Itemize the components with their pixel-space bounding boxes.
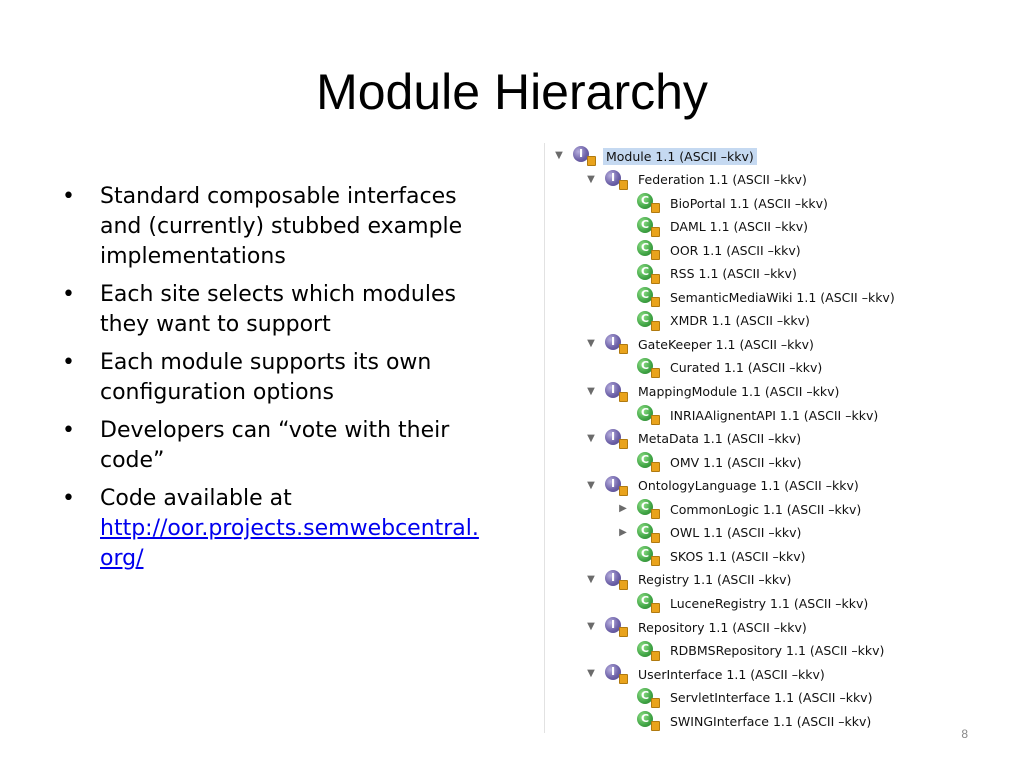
- tree-node-label: MappingModule 1.1 (ASCII –kkv): [638, 384, 840, 399]
- class-badge-icon: C: [637, 311, 653, 327]
- lock-badge-icon: [651, 698, 660, 708]
- class-icon: [637, 545, 663, 567]
- tree-node[interactable]: [617, 451, 804, 473]
- tree-node[interactable]: [617, 310, 813, 332]
- bullet-text: Code available at: [100, 486, 292, 511]
- class-icon: [637, 263, 663, 285]
- tree-node[interactable]: [585, 381, 842, 403]
- lock-badge-icon: [651, 321, 660, 331]
- tree-node[interactable]: [585, 333, 817, 355]
- tree-node[interactable]: [617, 239, 804, 261]
- interface-icon: [605, 663, 631, 685]
- expand-arrow-icon[interactable]: ▼: [587, 173, 595, 185]
- tree-node[interactable]: [585, 569, 794, 591]
- class-badge-icon: C: [637, 499, 653, 515]
- interface-badge-icon: I: [605, 334, 621, 350]
- tree-node-label: OntologyLanguage 1.1 (ASCII –kkv): [638, 478, 859, 494]
- lock-badge-icon: [651, 250, 660, 260]
- interface-icon: [605, 616, 631, 638]
- bullet-list: [62, 182, 492, 582]
- interface-badge-icon: I: [605, 617, 621, 633]
- tree-node[interactable]: [585, 428, 804, 450]
- tree-node-label: SWINGInterface 1.1 (ASCII –kkv): [670, 713, 872, 729]
- interface-badge-icon: I: [605, 476, 621, 492]
- expand-arrow-icon[interactable]: ▼: [587, 432, 595, 444]
- bullet-dot-icon: •: [62, 418, 75, 443]
- interface-icon: [605, 428, 631, 450]
- interface-badge-icon: I: [605, 429, 621, 445]
- tree-node[interactable]: [585, 475, 862, 497]
- class-badge-icon: C: [637, 264, 653, 280]
- tree-node-label: CommonLogic 1.1 (ASCII –kkv): [670, 501, 862, 517]
- class-badge-icon: C: [637, 688, 653, 704]
- bullet-text: Each module supports its own configuration options: [100, 350, 432, 405]
- tree-node-label: OWL 1.1 (ASCII –kkv): [670, 525, 802, 541]
- lock-badge-icon: [619, 674, 628, 684]
- class-badge-icon: C: [637, 287, 653, 303]
- lock-badge-icon: [651, 509, 660, 519]
- tree-node-label: OOR 1.1 (ASCII –kkv): [670, 242, 801, 258]
- lock-badge-icon: [651, 533, 660, 543]
- lock-badge-icon: [651, 415, 660, 425]
- class-badge-icon: C: [637, 358, 653, 374]
- tree-node-label: LuceneRegistry 1.1 (ASCII –kkv): [670, 595, 869, 611]
- tree-node-label: SKOS 1.1 (ASCII –kkv): [670, 548, 806, 564]
- tree-node-label: OMV 1.1 (ASCII –kkv): [670, 454, 802, 470]
- class-icon: [637, 192, 663, 214]
- interface-badge-icon: I: [605, 170, 621, 186]
- lock-badge-icon: [651, 274, 660, 284]
- bullet-dot-icon: •: [62, 350, 75, 375]
- tree-node[interactable]: [617, 640, 887, 662]
- lock-badge-icon: [651, 721, 660, 731]
- tree-node[interactable]: [617, 545, 809, 567]
- class-icon: [637, 451, 663, 473]
- class-icon: [637, 687, 663, 709]
- lock-badge-icon: [619, 344, 628, 354]
- lock-badge-icon: [651, 603, 660, 613]
- bullet-item: [62, 280, 492, 340]
- expand-arrow-icon[interactable]: ▼: [587, 573, 595, 585]
- tree-node[interactable]: [617, 286, 898, 308]
- page-number: 8: [961, 727, 968, 741]
- collapsed-arrow-icon[interactable]: ▶: [619, 526, 627, 538]
- class-badge-icon: C: [637, 240, 653, 256]
- tree-node-label: Module 1.1 (ASCII –kkv): [603, 148, 757, 165]
- expand-arrow-icon[interactable]: ▼: [587, 621, 595, 632]
- interface-badge-icon: I: [605, 664, 621, 680]
- tree-node[interactable]: [617, 404, 881, 426]
- lock-badge-icon: [651, 556, 660, 566]
- lock-badge-icon: [651, 651, 660, 661]
- lock-badge-icon: [651, 227, 660, 237]
- class-icon: [637, 640, 663, 662]
- tree-node-label: BioPortal 1.1 (ASCII –kkv): [670, 195, 828, 211]
- class-badge-icon: C: [637, 641, 653, 657]
- tree-node-label: XMDR 1.1 (ASCII –kkv): [670, 313, 810, 329]
- expand-arrow-icon[interactable]: ▼: [587, 668, 595, 680]
- bullet-dot-icon: •: [62, 486, 75, 511]
- tree-node[interactable]: [617, 687, 875, 709]
- lock-badge-icon: [651, 203, 660, 213]
- class-badge-icon: C: [637, 711, 653, 727]
- class-badge-icon: C: [637, 405, 653, 421]
- tree-node[interactable]: [617, 522, 804, 544]
- tree-node[interactable]: [617, 498, 864, 520]
- interface-icon: [605, 333, 631, 355]
- tree-node[interactable]: [617, 263, 800, 285]
- tree-node[interactable]: [585, 616, 810, 638]
- bullet-dot-icon: •: [62, 184, 75, 209]
- tree-node[interactable]: [585, 169, 810, 191]
- tree-node[interactable]: [617, 357, 825, 379]
- tree-node-label: RDBMSRepository 1.1 (ASCII –kkv): [670, 643, 885, 659]
- lock-badge-icon: [619, 486, 628, 496]
- tree-node-label: RSS 1.1 (ASCII –kkv): [670, 266, 797, 282]
- tree-node-label: Registry 1.1 (ASCII –kkv): [638, 572, 792, 588]
- code-repository-link[interactable]: http://oor.projects.semwebcentral.org/: [100, 516, 479, 571]
- tree-node[interactable]: [617, 592, 871, 614]
- class-badge-icon: C: [637, 546, 653, 562]
- bullet-text: Each site selects which modules they want to support: [100, 282, 456, 337]
- bullet-dot-icon: •: [62, 282, 75, 307]
- interface-icon: [605, 569, 631, 591]
- bullet-item: [62, 416, 492, 476]
- interface-badge-icon: I: [573, 146, 589, 162]
- bullet-text: Developers can “vote with their code”: [100, 418, 450, 473]
- class-badge-icon: C: [637, 452, 653, 468]
- lock-badge-icon: [619, 180, 628, 190]
- interface-icon: [573, 145, 599, 167]
- class-badge-icon: C: [637, 593, 653, 609]
- bullet-item: [62, 182, 492, 272]
- lock-badge-icon: [651, 462, 660, 472]
- class-badge-icon: C: [637, 523, 653, 539]
- tree-node-label: Federation 1.1 (ASCII –kkv): [638, 172, 807, 188]
- collapsed-arrow-icon[interactable]: ▶: [619, 503, 627, 515]
- tree-node[interactable]: [617, 710, 874, 732]
- expand-arrow-icon[interactable]: ▼: [587, 385, 595, 397]
- interface-badge-icon: I: [605, 570, 621, 586]
- tree-node[interactable]: [617, 216, 811, 238]
- tree-node-label: INRIAAlignentAPI 1.1 (ASCII –kkv): [670, 407, 879, 423]
- lock-badge-icon: [619, 627, 628, 637]
- tree-node[interactable]: [585, 663, 828, 685]
- class-icon: [637, 404, 663, 426]
- tree-node-label: MetaData 1.1 (ASCII –kkv): [638, 431, 802, 447]
- expand-arrow-icon[interactable]: ▼: [587, 338, 595, 350]
- interface-icon: [605, 381, 631, 403]
- class-icon: [637, 592, 663, 614]
- class-icon: [637, 286, 663, 308]
- tree-node[interactable]: [553, 145, 757, 167]
- bullet-text: Standard composable interfaces and (currently) stubbed example implementations: [100, 184, 463, 269]
- expand-arrow-icon[interactable]: ▼: [587, 479, 595, 491]
- interface-badge-icon: I: [605, 382, 621, 398]
- tree-node-label: GateKeeper 1.1 (ASCII –kkv): [638, 336, 814, 352]
- bullet-item: [62, 484, 492, 574]
- slide-title: Module Hierarchy: [316, 64, 708, 120]
- tree-node[interactable]: [617, 192, 831, 214]
- class-icon: [637, 498, 663, 520]
- class-icon: [637, 522, 663, 544]
- lock-badge-icon: [587, 156, 596, 166]
- interface-icon: [605, 169, 631, 191]
- tree-node-label: Repository 1.1 (ASCII –kkv): [638, 619, 807, 635]
- lock-badge-icon: [619, 580, 628, 590]
- tree-node-label: ServletInterface 1.1 (ASCII –kkv): [670, 690, 873, 706]
- class-badge-icon: C: [637, 217, 653, 233]
- tree-node-label: DAML 1.1 (ASCII –kkv): [670, 219, 808, 235]
- tree-node-label: UserInterface 1.1 (ASCII –kkv): [638, 666, 825, 682]
- lock-badge-icon: [651, 368, 660, 378]
- expand-arrow-icon[interactable]: ▼: [555, 150, 563, 161]
- bullet-item: [62, 348, 492, 408]
- class-badge-icon: C: [637, 193, 653, 209]
- tree-node-label: SemanticMediaWiki 1.1 (ASCII –kkv): [670, 289, 895, 305]
- class-icon: [637, 216, 663, 238]
- class-icon: [637, 710, 663, 732]
- tree-node-label: Curated 1.1 (ASCII –kkv): [670, 360, 823, 376]
- lock-badge-icon: [619, 439, 628, 449]
- module-tree-panel: [544, 143, 965, 733]
- class-icon: [637, 239, 663, 261]
- lock-badge-icon: [651, 297, 660, 307]
- class-icon: [637, 310, 663, 332]
- interface-icon: [605, 475, 631, 497]
- class-icon: [637, 357, 663, 379]
- lock-badge-icon: [619, 392, 628, 402]
